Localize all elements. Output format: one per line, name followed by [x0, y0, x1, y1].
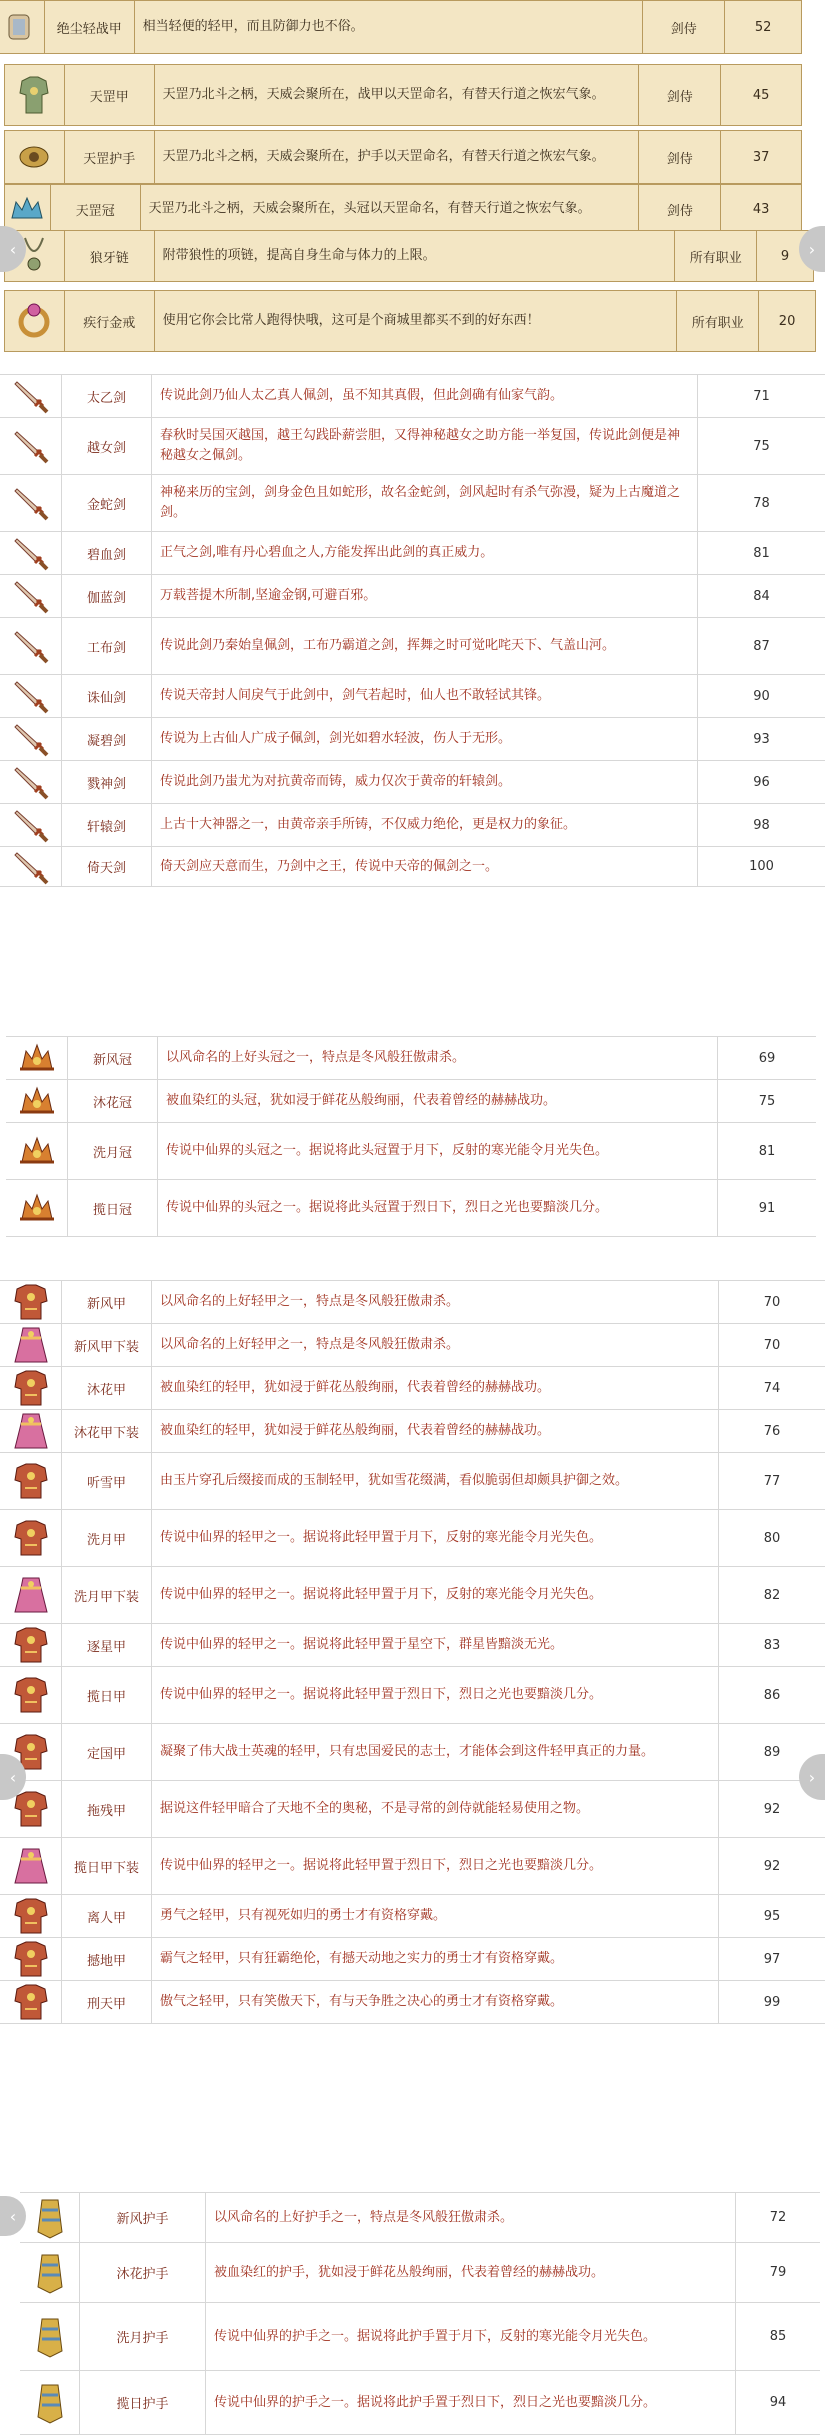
item-level: 93	[753, 731, 770, 747]
table-row	[0, 761, 825, 804]
item-job: 所有职业	[677, 291, 759, 351]
item-level: 84	[753, 588, 770, 604]
gauntlet-table	[20, 2192, 820, 2435]
sword-table	[0, 374, 825, 887]
item-level: 98	[753, 817, 770, 833]
item-desc: 传说中仙界的轻甲之一。据说将此轻甲置于月下，反射的寒光能令月光失色。	[152, 1567, 719, 1623]
item-level: 80	[763, 1530, 781, 1546]
item-level: 43	[752, 201, 770, 217]
item-desc: 天罡乃北斗之柄，天威会聚所在，战甲以天罡命名，有替天行道之恢宏气象。	[155, 65, 640, 125]
sword-icon	[0, 375, 62, 417]
item-desc: 相当轻便的轻甲，而且防御力也不俗。	[135, 1, 644, 53]
table-row	[6, 1123, 816, 1180]
item-level: 96	[753, 774, 770, 790]
table-row	[0, 847, 825, 887]
item-name: 洗月甲下装	[62, 1567, 152, 1623]
sword-icon	[0, 847, 62, 886]
table-row	[0, 1981, 825, 2024]
item-level: 76	[763, 1423, 781, 1439]
sword-icon	[0, 618, 62, 674]
item-name: 凝碧剑	[62, 718, 152, 760]
armor-table	[0, 1280, 825, 2024]
helmet-icon	[6, 1080, 68, 1122]
table-row	[0, 1938, 825, 1981]
item-name: 揽日甲	[62, 1667, 152, 1723]
gauntlet-icon	[20, 2303, 80, 2370]
table-row	[0, 1367, 825, 1410]
item-desc: 据说这件轻甲暗合了天地不全的奥秘，不是寻常的剑侍就能轻易使用之物。	[152, 1781, 719, 1837]
item-level: 69	[758, 1050, 776, 1066]
item-desc: 附带狼性的项链，提高自身生命与体力的上限。	[155, 231, 676, 281]
item-level: 70	[763, 1337, 781, 1353]
armor-icon	[0, 1510, 62, 1566]
item-level: 94	[769, 2395, 787, 2410]
item-level: 77	[763, 1473, 781, 1489]
table-row	[0, 575, 825, 618]
item-name: 沐花甲	[62, 1367, 152, 1409]
item-desc: 传说中仙界的轻甲之一。据说将此轻甲置于烈日下，烈日之光也要黯淡几分。	[152, 1838, 719, 1894]
chevron-left-icon: ‹	[9, 2206, 17, 2226]
item-name: 新风甲	[62, 1281, 152, 1323]
sword-icon	[0, 804, 62, 846]
item-desc: 传说此剑乃蚩尤为对抗黄帝而铸，威力仅次于黄帝的轩辕剑。	[152, 761, 698, 803]
item-desc: 被血染红的护手，犹如浸于鲜花丛般绚丽，代表着曾经的赫赫战功。	[206, 2243, 736, 2302]
table-row	[0, 375, 825, 418]
sword-icon	[0, 718, 62, 760]
item-level: 97	[763, 1951, 781, 1967]
item-level: 9	[780, 248, 790, 264]
item-desc: 上古十大神器之一，由黄帝亲手所铸，不仅威力绝伦，更是权力的象征。	[152, 804, 698, 846]
item-level: 85	[769, 2329, 787, 2344]
item-desc: 传说中仙界的轻甲之一。据说将此轻甲置于星空下，群星皆黯淡无光。	[152, 1624, 719, 1666]
item-desc: 传说中仙界的护手之一。据说将此护手置于月下，反射的寒光能令月光失色。	[206, 2303, 736, 2370]
table-row	[0, 0, 802, 54]
armor-icon	[5, 65, 65, 125]
item-name: 洗月冠	[68, 1123, 158, 1179]
gauntlet-icon	[5, 131, 65, 183]
item-name: 狼牙链	[65, 231, 155, 281]
table-row	[0, 804, 825, 847]
table-row	[20, 2303, 820, 2371]
skirt-armor-icon	[0, 1324, 62, 1366]
item-level: 72	[769, 2210, 787, 2225]
item-level: 71	[753, 388, 770, 404]
item-desc: 春秋时吴国灭越国，越王勾践卧薪尝胆，又得神秘越女之助方能一举复国，传说此剑便是神秘越女之佩剑。	[152, 418, 698, 474]
item-desc: 以风命名的上好护手之一，特点是冬风般狂傲肃杀。	[206, 2193, 736, 2242]
chevron-right-icon: ›	[808, 239, 816, 259]
item-level: 91	[758, 1200, 776, 1216]
item-name: 刑天甲	[62, 1981, 152, 2023]
table-row	[0, 1781, 825, 1838]
armor-icon	[0, 1281, 62, 1323]
table-row	[0, 1324, 825, 1367]
item-desc: 倚天剑应天意而生，乃剑中之王，传说中天帝的佩剑之一。	[152, 847, 698, 886]
item-name: 沐花甲下装	[62, 1410, 152, 1452]
table-row	[4, 230, 814, 282]
item-level: 95	[763, 1908, 781, 1924]
crown-icon	[5, 185, 51, 233]
item-desc: 被血染红的轻甲，犹如浸于鲜花丛般绚丽，代表着曾经的赫赫战功。	[152, 1367, 719, 1409]
table-row	[20, 2371, 820, 2435]
item-level: 74	[763, 1380, 781, 1396]
item-desc: 传说中仙界的头冠之一。据说将此头冠置于月下，反射的寒光能令月光失色。	[158, 1123, 718, 1179]
item-level: 82	[763, 1587, 781, 1603]
item-level: 83	[763, 1637, 781, 1653]
item-level: 20	[778, 313, 796, 329]
sword-icon	[0, 475, 62, 531]
item-name: 戮神剑	[62, 761, 152, 803]
item-name: 定国甲	[62, 1724, 152, 1780]
sword-icon	[0, 575, 62, 617]
armor-icon	[0, 1981, 62, 2023]
item-name: 工布剑	[62, 618, 152, 674]
light-armor-icon	[0, 1, 45, 53]
table-row	[0, 675, 825, 718]
table-row	[4, 130, 802, 184]
chevron-right-icon: ›	[808, 1767, 816, 1787]
item-level: 75	[758, 1093, 776, 1109]
table-row	[0, 1567, 825, 1624]
item-level: 45	[752, 87, 770, 103]
item-name: 碧血剑	[62, 532, 152, 574]
item-level: 70	[763, 1294, 781, 1310]
item-name: 撼地甲	[62, 1938, 152, 1980]
skirt-armor-icon	[0, 1838, 62, 1894]
table-row	[20, 2193, 820, 2243]
item-job: 剑侍	[639, 131, 721, 183]
item-job: 所有职业	[675, 231, 757, 281]
item-name: 天罡护手	[65, 131, 155, 183]
item-level: 92	[763, 1858, 781, 1874]
helmet-icon	[6, 1123, 68, 1179]
item-level: 79	[769, 2265, 787, 2280]
gauntlet-icon	[20, 2193, 80, 2242]
helmet-icon	[6, 1180, 68, 1236]
table-row	[4, 184, 802, 234]
chevron-left-icon: ‹	[9, 239, 17, 259]
armor-icon	[0, 1895, 62, 1937]
item-name: 轩辕剑	[62, 804, 152, 846]
item-name: 太乙剑	[62, 375, 152, 417]
item-desc: 天罡乃北斗之柄，天威会聚所在，护手以天罡命名，有替天行道之恢宏气象。	[155, 131, 640, 183]
item-name: 沐花护手	[80, 2243, 206, 2302]
armor-icon	[0, 1667, 62, 1723]
item-level: 81	[753, 545, 770, 561]
armor-icon	[0, 1453, 62, 1509]
item-desc: 以风命名的上好轻甲之一，特点是冬风般狂傲肃杀。	[152, 1281, 719, 1323]
skirt-armor-icon	[0, 1410, 62, 1452]
table-row	[0, 1410, 825, 1453]
item-name: 拖残甲	[62, 1781, 152, 1837]
item-name: 沐花冠	[68, 1080, 158, 1122]
item-name: 洗月护手	[80, 2303, 206, 2370]
item-job: 剑侍	[639, 185, 721, 233]
item-desc: 使用它你会比常人跑得快哦，这可是个商城里都买不到的好东西！	[155, 291, 678, 351]
item-desc: 傲气之轻甲，只有笑傲天下，有与天争胜之决心的勇士才有资格穿戴。	[152, 1981, 719, 2023]
item-desc: 被血染红的头冠，犹如浸于鲜花丛般绚丽，代表着曾经的赫赫战功。	[158, 1080, 718, 1122]
item-desc: 万载菩提木所制,坚逾金钢,可避百邪。	[152, 575, 698, 617]
item-name: 洗月甲	[62, 1510, 152, 1566]
item-name: 倚天剑	[62, 847, 152, 886]
item-name: 逐星甲	[62, 1624, 152, 1666]
item-desc: 传说此剑乃仙人太乙真人佩剑，虽不知其真假，但此剑确有仙家气韵。	[152, 375, 698, 417]
table-row	[4, 290, 816, 352]
item-desc: 勇气之轻甲，只有视死如归的勇士才有资格穿戴。	[152, 1895, 719, 1937]
chevron-left-icon: ‹	[9, 1767, 17, 1787]
item-desc: 传说中仙界的轻甲之一。据说将此轻甲置于烈日下，烈日之光也要黯淡几分。	[152, 1667, 719, 1723]
item-name: 新风甲下装	[62, 1324, 152, 1366]
sword-icon	[0, 761, 62, 803]
table-row	[6, 1037, 816, 1080]
item-name: 金蛇剑	[62, 475, 152, 531]
item-desc: 传说中仙界的护手之一。据说将此护手置于烈日下，烈日之光也要黯淡几分。	[206, 2371, 736, 2434]
item-job: 剑侍	[639, 65, 721, 125]
table-row	[0, 1724, 825, 1781]
table-row	[0, 1453, 825, 1510]
item-level: 90	[753, 688, 770, 704]
table-row	[0, 1624, 825, 1667]
item-name: 疾行金戒	[65, 291, 155, 351]
item-level: 75	[753, 438, 770, 454]
table-row	[0, 1281, 825, 1324]
table-row	[0, 1510, 825, 1567]
item-name: 新风冠	[68, 1037, 158, 1079]
table-row	[6, 1080, 816, 1123]
ring-icon	[5, 291, 65, 351]
item-desc: 以风命名的上好轻甲之一，特点是冬风般狂傲肃杀。	[152, 1324, 719, 1366]
sword-icon	[0, 532, 62, 574]
item-desc: 以风命名的上好头冠之一，特点是冬风般狂傲肃杀。	[158, 1037, 718, 1079]
armor-icon	[0, 1367, 62, 1409]
table-row	[0, 532, 825, 575]
item-desc: 神秘来历的宝剑，剑身金色且如蛇形，故名金蛇剑，剑风起时有杀气弥漫，疑为上古魔道之剑。	[152, 475, 698, 531]
skirt-armor-icon	[0, 1567, 62, 1623]
item-desc: 传说为上古仙人广成子佩剑，剑光如碧水轻波，伤人于无形。	[152, 718, 698, 760]
helmet-table	[6, 1036, 816, 1237]
item-name: 揽日冠	[68, 1180, 158, 1236]
item-desc: 凝聚了伟大战士英魂的轻甲，只有忠国爱民的志士，才能体会到这件轻甲真正的力量。	[152, 1724, 719, 1780]
item-name: 听雪甲	[62, 1453, 152, 1509]
item-level: 89	[763, 1744, 781, 1760]
item-name: 天罡冠	[51, 185, 141, 233]
item-desc: 由玉片穿孔后缀接而成的玉制轻甲，犹如雪花缀满，看似脆弱但却颇具护御之效。	[152, 1453, 719, 1509]
item-name: 绝尘轻战甲	[45, 1, 135, 53]
item-desc: 传说中仙界的头冠之一。据说将此头冠置于烈日下，烈日之光也要黯淡几分。	[158, 1180, 718, 1236]
item-level: 78	[753, 495, 770, 511]
table-row	[0, 618, 825, 675]
item-level: 100	[749, 859, 774, 874]
item-name: 揽日护手	[80, 2371, 206, 2434]
item-job: 剑侍	[643, 1, 725, 53]
item-desc: 传说此剑乃秦始皇佩剑，工布乃霸道之剑，挥舞之时可觉叱咤天下、气盖山河。	[152, 618, 698, 674]
item-level: 99	[763, 1994, 781, 2010]
item-level: 87	[753, 638, 770, 654]
item-level: 86	[763, 1687, 781, 1703]
armor-icon	[0, 1624, 62, 1666]
table-row	[0, 1838, 825, 1895]
item-name: 新风护手	[80, 2193, 206, 2242]
table-row	[0, 475, 825, 532]
table-row	[4, 64, 802, 126]
sword-icon	[0, 418, 62, 474]
item-desc: 天罡乃北斗之柄，天威会聚所在，头冠以天罡命名，有替天行道之恢宏气象。	[141, 185, 640, 233]
item-level: 92	[763, 1801, 781, 1817]
item-name: 揽日甲下装	[62, 1838, 152, 1894]
item-desc: 霸气之轻甲，只有狂霸绝伦，有撼天动地之实力的勇士才有资格穿戴。	[152, 1938, 719, 1980]
armor-icon	[0, 1938, 62, 1980]
item-name: 越女剑	[62, 418, 152, 474]
item-name: 伽蓝剑	[62, 575, 152, 617]
table-row	[0, 718, 825, 761]
sword-icon	[0, 675, 62, 717]
item-level: 37	[752, 149, 770, 165]
item-desc: 正气之剑,唯有丹心碧血之人,方能发挥出此剑的真正威力。	[152, 532, 698, 574]
item-name: 诛仙剑	[62, 675, 152, 717]
item-desc: 被血染红的轻甲，犹如浸于鲜花丛般绚丽，代表着曾经的赫赫战功。	[152, 1410, 719, 1452]
gauntlet-icon	[20, 2371, 80, 2434]
table-row	[0, 418, 825, 475]
item-name: 天罡甲	[65, 65, 155, 125]
table-row	[0, 1895, 825, 1938]
table-row	[20, 2243, 820, 2303]
item-desc: 传说天帝封人间戾气于此剑中，剑气若起时，仙人也不敢轻试其锋。	[152, 675, 698, 717]
table-row	[0, 1667, 825, 1724]
item-desc: 传说中仙界的轻甲之一。据说将此轻甲置于月下，反射的寒光能令月光失色。	[152, 1510, 719, 1566]
table-row	[6, 1180, 816, 1237]
item-name: 离人甲	[62, 1895, 152, 1937]
item-level: 52	[754, 19, 772, 35]
gauntlet-icon	[20, 2243, 80, 2302]
item-level: 81	[758, 1143, 776, 1159]
helmet-icon	[6, 1037, 68, 1079]
